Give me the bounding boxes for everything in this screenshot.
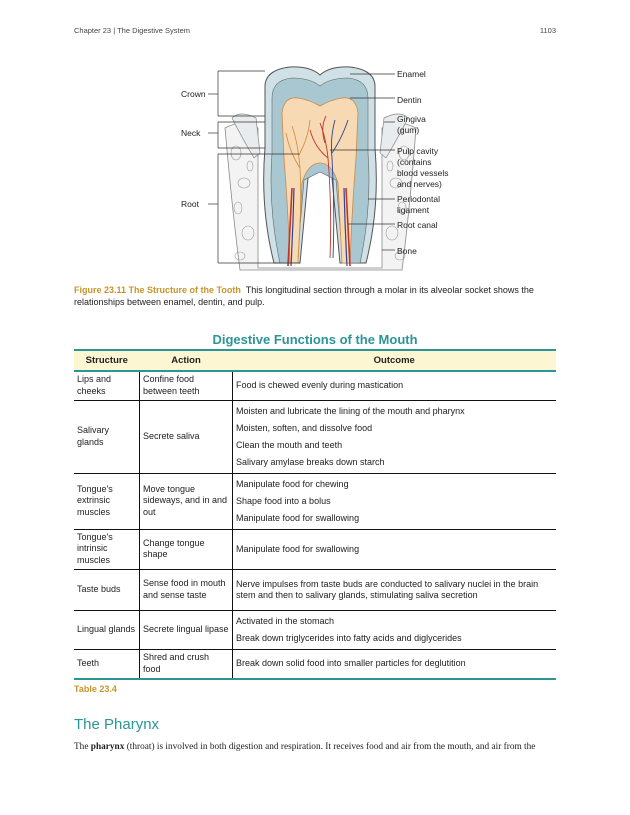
outcome-line: Moisten and lubricate the lining of the mouth and pharynx: [236, 405, 465, 416]
outcome-line: Manipulate food for swallowing: [236, 543, 360, 554]
cell-action: Shred and crush food: [140, 649, 233, 679]
tooth-structure-figure: [170, 58, 470, 273]
table-row: [74, 649, 556, 679]
body-text-rest: (throat) is involved in both digestion and respiration. It receives food and air from the mouth, and air from the: [124, 742, 536, 752]
outcome-line: Clean the mouth and teeth: [236, 439, 343, 450]
column-header-outcome: Outcome: [233, 350, 557, 371]
outcome-line: Salivary amylase breaks down starch: [236, 456, 385, 467]
outcome-line: Shape food into a bolus: [236, 495, 331, 506]
cell-outcome: [233, 649, 557, 679]
cell-outcome: [233, 569, 557, 610]
cell-action: Secrete lingual lipase: [140, 610, 233, 649]
label-root: Root: [181, 199, 199, 209]
label-periodontal-ligament: Periodontal ligament: [397, 194, 441, 215]
cell-structure: Taste buds: [74, 569, 140, 610]
figure-caption-text: This longitudinal section through a molar in its alveolar socket shows the relationships between enamel, dentin, and pulp.: [74, 285, 534, 307]
table-row: [74, 569, 556, 610]
figure-caption-label: Figure 23.11 The Structure of the Tooth: [74, 285, 241, 295]
table-title: Digestive Functions of the Mouth: [212, 332, 418, 347]
cell-structure: Tongue's intrinsic muscles: [74, 529, 140, 569]
section-body-text: [74, 742, 564, 752]
table-row: [74, 400, 556, 473]
table-header-row: [74, 350, 556, 371]
cell-action: Sense food in mouth and sense taste: [140, 569, 233, 610]
outcome-line: Activated in the stomach: [236, 615, 335, 626]
label-gingiva: Gingiva (gum): [397, 114, 426, 135]
label-root-canal: Root canal: [397, 220, 438, 230]
outcome-line: Nerve impulses from taste buds are conducted to salivary nuclei in the brain stem and then to salivary glands, stimulating saliva secretion: [236, 578, 539, 600]
label-pulp-cavity: Pulp cavity (contains blood vessels and nerves): [397, 146, 449, 189]
column-header-action: Action: [140, 350, 233, 371]
label-enamel: Enamel: [397, 69, 426, 79]
label-crown: Crown: [181, 89, 206, 99]
cell-structure: Salivary glands: [74, 400, 140, 473]
table-row: [74, 529, 556, 569]
page-number: 1103: [539, 26, 556, 35]
figure-caption: [74, 284, 556, 308]
outcome-line: Break down triglycerides into fatty acids and diglycerides: [236, 632, 462, 643]
outcome-line: Moisten, soften, and dissolve food: [236, 422, 373, 433]
outcome-line: Manipulate food for chewing: [236, 478, 349, 489]
cell-outcome: [233, 400, 557, 473]
table-row: [74, 473, 556, 529]
cell-action: Move tongue sideways, and in and out: [140, 473, 233, 529]
cell-structure: Tongue's extrinsic muscles: [74, 473, 140, 529]
outcome-line: Food is chewed evenly during mastication: [236, 380, 404, 391]
section-title: The Pharynx: [74, 716, 160, 733]
outcome-line: Break down solid food into smaller particles for deglutition: [236, 658, 466, 669]
label-bone: Bone: [397, 246, 417, 256]
body-text-start: The: [74, 742, 91, 752]
cell-structure: Teeth: [74, 649, 140, 679]
table-row: [74, 371, 556, 400]
mouth-functions-table: [74, 349, 556, 680]
cell-structure: Lingual glands: [74, 610, 140, 649]
key-term-pharynx: pharynx: [90, 742, 125, 752]
cell-structure: Lips and cheeks: [74, 371, 140, 400]
table-label: Table 23.4: [74, 684, 117, 694]
pulp-cavity: [282, 98, 358, 263]
cell-action: Confine food between teeth: [140, 371, 233, 400]
label-dentin: Dentin: [397, 95, 422, 105]
cell-outcome: [233, 371, 557, 400]
column-header-structure: Structure: [74, 350, 140, 371]
cell-outcome: [233, 610, 557, 649]
cell-action: Secrete saliva: [140, 400, 233, 473]
cell-outcome: [233, 529, 557, 569]
cell-action: Change tongue shape: [140, 529, 233, 569]
outcome-line: Manipulate food for swallowing: [236, 512, 360, 523]
table-body: [74, 371, 556, 679]
running-header-chapter: Chapter 23 | The Digestive System: [74, 26, 191, 35]
label-neck: Neck: [181, 128, 201, 138]
cell-outcome: [233, 473, 557, 529]
table-row: [74, 610, 556, 649]
